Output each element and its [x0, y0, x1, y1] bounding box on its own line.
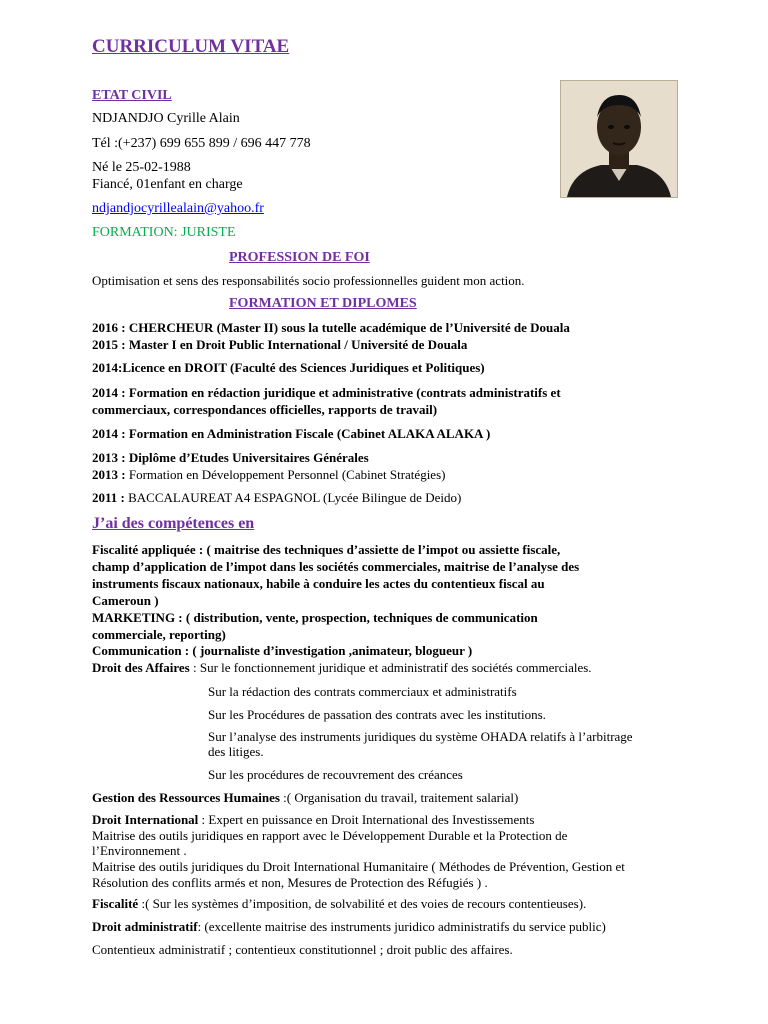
diploma-item-continued: commerciaux, correspondances officielles, rapports de travail) [92, 402, 438, 417]
competence-droit-administratif [92, 919, 606, 935]
competence-text: : (excellente maitrise des instruments juridico administratifs du service public) [197, 919, 606, 934]
droit-affaires-subitem: Sur l’analyse des instruments juridiques du système OHADA relatifs à l’arbitrage [208, 729, 633, 744]
portrait-image [561, 81, 677, 197]
formation-heading: FORMATION ET DIPLOMES [229, 296, 417, 311]
competences-heading: J’ai des compétences en [92, 515, 255, 532]
candidate-name: NDJANDJO Cyrille Alain [92, 111, 240, 126]
competence-label: Droit International [92, 812, 199, 827]
diploma-item: 2013 : Diplôme d’Etudes Universitaires Générales [92, 450, 369, 465]
competence-line: Cameroun ) [92, 593, 159, 608]
competence-text: :( Organisation du travail, traitement salarial) [279, 790, 519, 805]
profession-text: Optimisation et sens des responsabilités socio professionnelles guident mon action. [92, 273, 525, 288]
etat-civil-heading: ETAT CIVIL [92, 88, 172, 103]
competence-line: l’Environnement . [92, 843, 187, 858]
competence-droit-affaires [92, 660, 592, 676]
birth-date: Né le 25-02-1988 [92, 160, 191, 175]
competence-label: Gestion des Ressources Humaines [92, 790, 280, 805]
profile-photo [560, 80, 678, 198]
diploma-text: BACCALAUREAT A4 ESPAGNOL (Lycée Bilingue de Deido) [124, 490, 462, 505]
competence-text: : Sur le fonctionnement juridique et administratif des sociétés commerciales. [189, 660, 592, 675]
diploma-item [92, 467, 445, 483]
competence-droit-international [92, 812, 534, 828]
diploma-item: 2014 : Formation en rédaction juridique et administrative (contrats administratifs et [92, 385, 561, 400]
diploma-item: 2016 : CHERCHEUR (Master II) sous la tutelle académique de l’Université de Douala [92, 320, 570, 335]
competence-label: Fiscalité [92, 896, 139, 911]
formation-juriste: FORMATION: JURISTE [92, 225, 236, 240]
competence-line: Maitrise des outils juridiques du Droit International Humanitaire ( Méthodes de Prévention, Gestion et [92, 859, 625, 874]
competence-line: commerciale, reporting) [92, 627, 226, 642]
competence-line: champ d’application de l’impot dans les sociétés commerciales, maitrise de l’analyse des [92, 559, 580, 574]
competence-line: Maitrise des outils juridiques en rapport avec le Développement Durable et la Protection de [92, 828, 568, 843]
diploma-item: 2014 : Formation en Administration Fiscale (Cabinet ALAKA ALAKA ) [92, 426, 491, 441]
email-link[interactable]: ndjandjocyrillealain@yahoo.fr [92, 201, 264, 216]
competence-line: instruments fiscaux nationaux, habile à conduire les actes du contentieux fiscal au [92, 576, 545, 591]
competence-text: : Expert en puissance en Droit International des Investissements [198, 812, 535, 827]
phone: Tél :(+237) 699 655 899 / 696 447 778 [92, 136, 311, 151]
competence-communication: Communication : ( journaliste d’investigation ,animateur, blogueur ) [92, 643, 473, 658]
droit-affaires-subitem: Sur les Procédures de passation des contrats avec les institutions. [208, 707, 546, 722]
diploma-text: Formation en Développement Personnel (Cabinet Stratégies) [125, 467, 446, 482]
competence-fiscalite [92, 896, 586, 912]
competence-label: Droit administratif [92, 919, 198, 934]
droit-affaires-subitem: Sur les procédures de recouvrement des créances [208, 767, 463, 782]
competence-line: Résolution des conflits armés et non, Mesures de Protection des Réfugiés ) . [92, 875, 488, 890]
competence-contentieux: Contentieux administratif ; contentieux constitutionnel ; droit public des affaires. [92, 942, 513, 957]
profession-heading: PROFESSION DE FOI [229, 250, 370, 265]
diploma-item: 2014:Licence en DROIT (Faculté des Sciences Juridiques et Politiques) [92, 360, 485, 375]
diploma-item [92, 490, 461, 506]
droit-affaires-subitem-continued: des litiges. [208, 744, 264, 759]
competence-marketing: MARKETING : ( distribution, vente, prospection, techniques de communication [92, 610, 538, 625]
competence-text: :( Sur les systèmes d’imposition, de solvabilité et des voies de recours contentieuses). [138, 896, 587, 911]
diploma-year: 2011 : [92, 490, 125, 505]
droit-affaires-subitem: Sur la rédaction des contrats commerciaux et administratifs [208, 684, 517, 699]
competence-grh [92, 790, 518, 806]
family-status: Fiancé, 01enfant en charge [92, 177, 243, 192]
diploma-year: 2013 : [92, 467, 126, 482]
competence-label: Droit des Affaires [92, 660, 190, 675]
diploma-item: 2015 : Master I en Droit Public International / Université de Douala [92, 337, 468, 352]
competence-fiscalite-appliquee: Fiscalité appliquée : ( maitrise des techniques d’assiette de l’impot ou assiette fiscale, [92, 542, 561, 557]
cv-title: CURRICULUM VITAE [92, 36, 290, 57]
